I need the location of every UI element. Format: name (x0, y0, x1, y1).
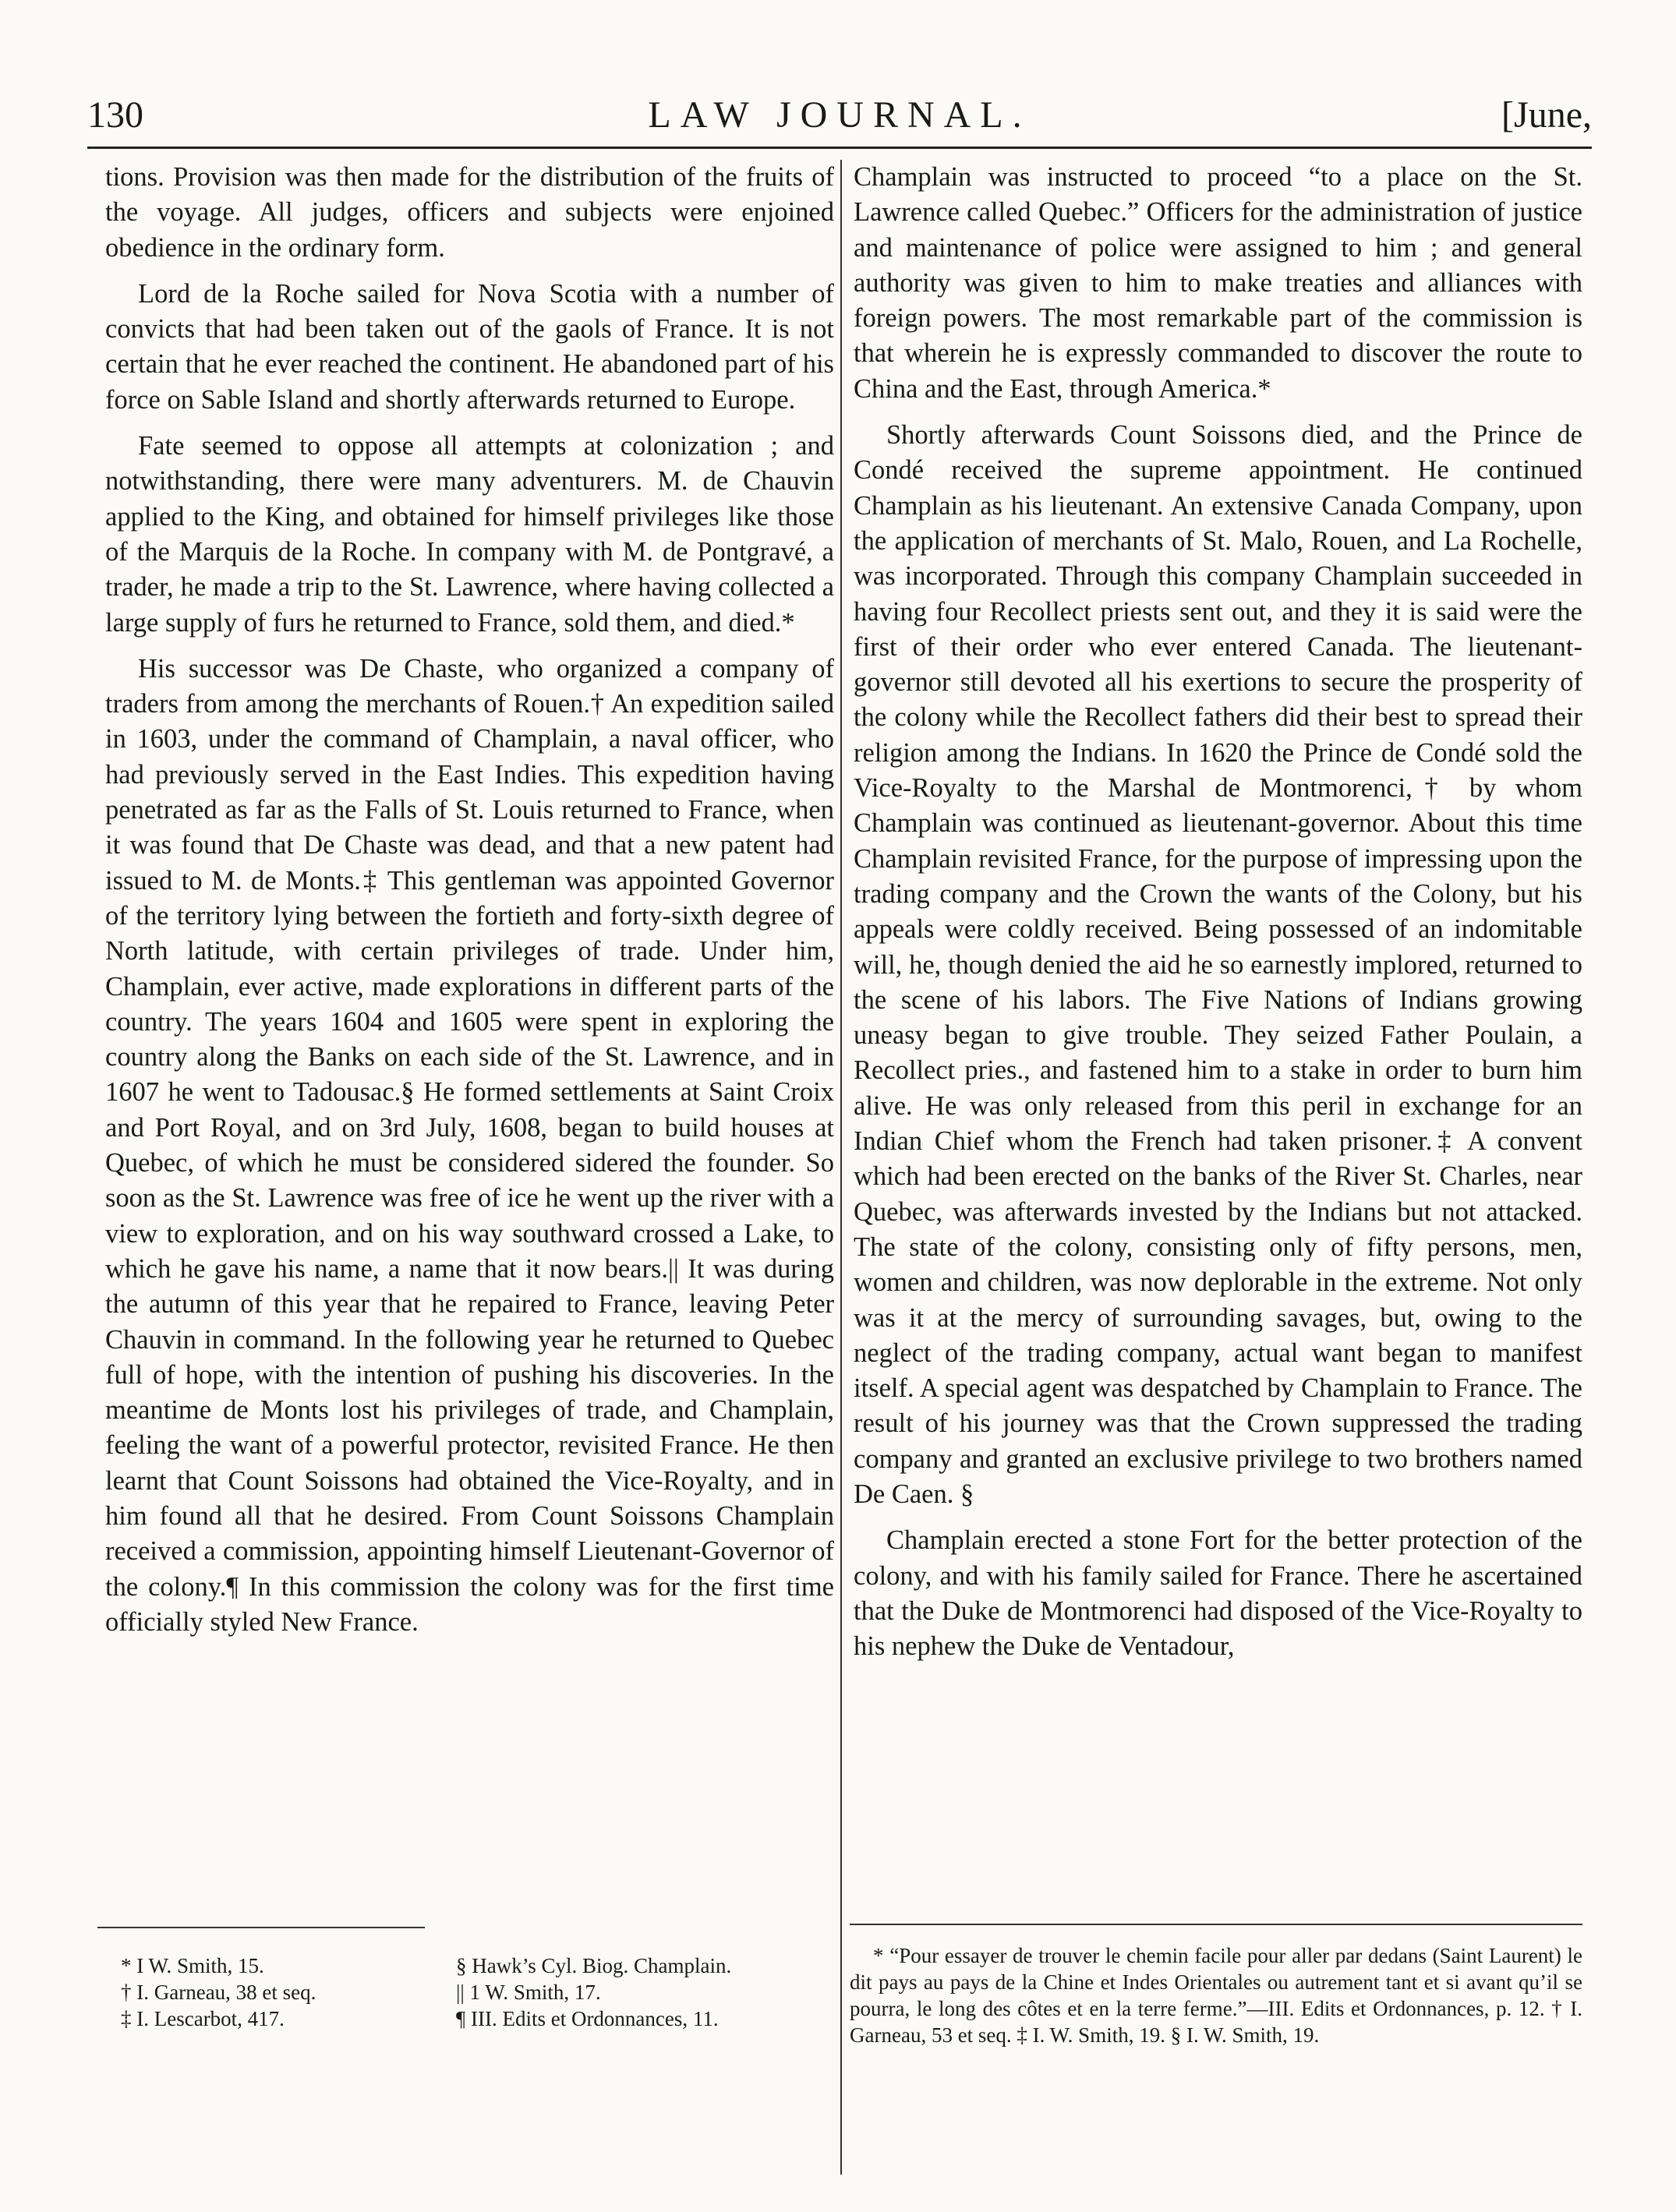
footnote: ‡ I. Lescarbot, 417. (121, 2007, 285, 2030)
page-header (87, 84, 1592, 149)
paragraph: Shortly afterwards Count Soissons died, and the Prince de Condé received the supreme appointment. He continued Champlain as his lieutenant. An extensive Canada Company, upon the application of merchants of St. Malo, Rouen, and La Rochelle, was incorporated. Through this company Champlain succeeded in having four Recollect priests sent out, and they it is said were the first of their order who ever entered Canada. The lieutenant-governor still devoted all his exertions to secure the prosperity of the colony while the Recollect fathers did their best to spread their religion among the Indians. In 1620 the Prince de Condé sold the Vice-Royalty to the Marshal de Montmorenci,† by whom Champlain was continued as lieutenant-governor. About this time Champlain revisited France, for the purpose of impressing upon the trading company and the Crown the wants of the Colony, but his appeals were coldly received. Being possessed of an indomitable will, he, though denied the aid he so earnestly implored, returned to the scene of his labors. The Five Nations of Indians growing uneasy began to give trouble. They seized Father Poulain, a Recollect pries., and fastened him to a stake in order to burn him alive. He was only released from this peril in exchange for an Indian Chief whom the French had taken prisoner.‡ A convent which had been erected on the banks of the River St. Charles, near Quebec, was afterwards invested by the Indians but not attacked. The state of the colony, consisting only of fifty persons, men, women and children, was now deplorable in the extreme. Not only was it at the mercy of surrounding savages, but, owing to the neglect of the trading company, actual want began to manifest itself. A special agent was despatched by Champlain to France. The result of his journey was that the Crown suppressed the trading company and granted an exclusive privilege to two brothers named De Caen. § (854, 420, 1582, 1509)
paragraph: His successor was De Chaste, who organized a company of traders from among the merchants of Rouen.† An expedition sailed in 1603, under the command of Champlain, a naval officer, who had previously served in the East Indies. This expedition having penetrated as far as the Falls of St. Louis returned to France, when it was found that De Chaste was dead, and that a new patent had issued to M. de Monts.‡ This gentleman was appointed Governor of the territory lying between the fortieth and forty-sixth degree of North latitude, with certain privileges of trade. Under him, Champlain, ever active, made explorations in different parts of the country. The years 1604 and 1605 were spent in exploring the country along the Banks on each side of the St. Lawrence, and in 1607 he went to Tadousac.§ He formed settlements at Saint Croix and Port Royal, and on 3rd July, 1608, began to build houses at Quebec, of which he must be considered sidered the founder. So soon as the St. Lawrence was free of ice he went up the river with a view to exploration, and on his way southward crossed a Lake, to which he gave his name, a name that it now bears.|| It was during the autumn of this year that he repaired to France, leaving Peter Chauvin in command. In the following year he returned to Quebec full of hope, with the intention of pushing his discoveries. In the meantime de Monts lost his privileges of trade, and Champlain, feeling the want of a powerful protector, revisited France. He then learnt that Count Soissons had obtained the Vice-Royalty, and in him found all that he desired. From Count Soissons Champlain received a commission, appointing himself Lieutenant-Governor of the colony.¶ In this commission the colony was for the first time officially styled New France. (105, 653, 834, 1637)
paragraph: Lord de la Roche sailed for Nova Scotia with a number of convicts that had been taken out of the gaols of France. It is not certain that he ever reached the continent. He abandoned part of his force on Sable Island and shortly afterwards returned to Europe. (105, 278, 834, 415)
footnote-rule-left (97, 1927, 425, 1928)
footnote: * I W. Smith, 15. (121, 1954, 264, 1977)
left-column (105, 160, 834, 1651)
paragraph: tions. Provision was then made for the distribution of the fruits of the voyage. All judges, officers and subjects were enjoined obedience in the ordinary form. (105, 162, 834, 263)
footnote: || 1 W. Smith, 17. (456, 1981, 601, 2004)
page-number: 130 (87, 94, 143, 136)
right-column (854, 160, 1582, 1675)
footnote-divider (840, 1949, 842, 2175)
column-divider (840, 160, 842, 1956)
footnote-rule-right (850, 1924, 1582, 1925)
paragraph: Champlain erected a stone Fort for the better protection of the colony, and with his family sailed for France. There he ascertained that the Duke de Montmorenci had disposed of the Vice-Royalty to his nephew the Duke de Ventadour, (854, 1525, 1582, 1662)
running-title: LAW JOURNAL. (648, 94, 1031, 136)
running-month: [June, (1501, 94, 1592, 136)
footnote: † I. Garneau, 38 et seq. (121, 1981, 316, 2004)
footnotes-left-a (121, 1952, 316, 2032)
footnote-right: * “Pour essayer de trouver le chemin facile pour aller par dedans (Saint Laurent) le dit pays au pays de la Chine et Indes Orientales ou autrement tant et si avant qu’il se pourra, le long des côtes et en la terre ferme.”—III. Edits et Ordonnances, p. 12. † I. Garneau, 53 et seq. ‡ I. W. Smith, 19. § I. W. Smith, 19. (850, 1944, 1582, 2047)
footnotes-left-b (456, 1952, 731, 2032)
paragraph: Fate seemed to oppose all attempts at colonization ; and notwithstanding, there were many adventurers. M. de Chauvin applied to the King, and obtained for himself privileges like those of the Marquis de la Roche. In company with M. de Pontgravé, a trader, he made a trip to the St. Lawrence, where having collected a large supply of furs he returned to France, sold them, and died.* (105, 431, 834, 638)
footnote: § Hawk’s Cyl. Biog. Champlain. (456, 1954, 732, 1977)
paragraph: Champlain was instructed to proceed “to a place on the St. Lawrence called Quebec.” Officers for the administration of justice and maintenance of police were assigned to him ; and general authority was given to him to make treaties and alliances with foreign powers. The most remarkable part of the commission is that wherein he is expressly commanded to discover the route to China and the East, through America.* (854, 162, 1582, 404)
footnote: ¶ III. Edits et Ordonnances, 11. (456, 2007, 719, 2030)
